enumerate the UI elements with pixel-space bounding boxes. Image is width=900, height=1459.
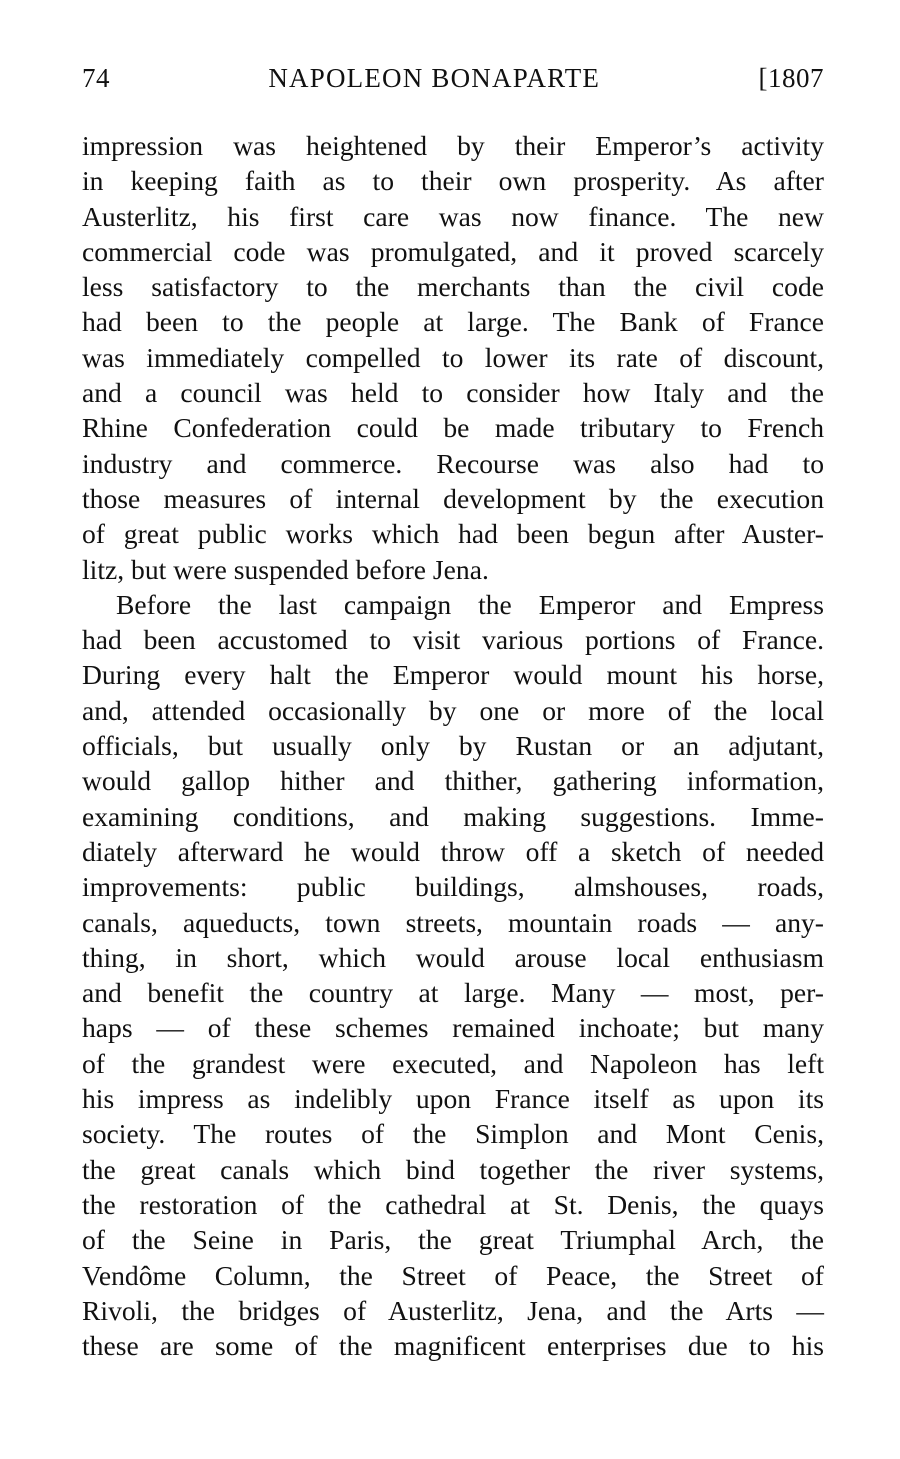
text-line: of great public works which had been begun after Auster- bbox=[82, 518, 824, 550]
text-line: the great canals which bind together the river systems, bbox=[82, 1153, 824, 1185]
text-line: commercial code was promulgated, and it proved scarcely bbox=[82, 235, 824, 267]
text-line: impression was heightened by their Emperor’s activity bbox=[82, 130, 824, 161]
running-title: NAPOLEON BONAPARTE bbox=[268, 63, 601, 93]
text-line: had been accustomed to visit various portions of France. bbox=[82, 624, 824, 656]
running-head bbox=[82, 58, 824, 128]
text-line: improvements: public buildings, almshouses, roads, bbox=[82, 871, 824, 903]
text-line: was immediately compelled to lower its rate of discount, bbox=[82, 341, 824, 373]
text-line: Rhine Confederation could be made tributary to French bbox=[82, 412, 824, 444]
text-line: officials, but usually only by Rustan or an adjutant, bbox=[82, 730, 824, 762]
text-line: and, attended occasionally by one or more of the local bbox=[82, 694, 824, 726]
text-line: thing, in short, which would arouse local enthusiasm bbox=[82, 941, 824, 973]
text-line: Vendôme Column, the Street of Peace, the Street of bbox=[82, 1259, 824, 1291]
text-line: would gallop hither and thither, gathering information, bbox=[82, 765, 824, 797]
text-line: in keeping faith as to their own prosperity. As after bbox=[82, 165, 824, 197]
text-line: less satisfactory to the merchants than the civil code bbox=[82, 271, 824, 303]
text-line: and a council was held to consider how Italy and the bbox=[82, 377, 824, 409]
text-line: Before the last campaign the Emperor and Empress bbox=[116, 588, 824, 620]
text-line: the restoration of the cathedral at St. Denis, the quays bbox=[82, 1188, 824, 1220]
text-line: haps — of these schemes remained inchoate; but many bbox=[82, 1012, 824, 1044]
body-text bbox=[82, 128, 824, 1363]
book-page bbox=[82, 58, 824, 1363]
paragraph-2 bbox=[82, 587, 824, 1364]
text-line: diately afterward he would throw off a sketch of needed bbox=[82, 835, 824, 867]
text-line: his impress as indelibly upon France itself as upon its bbox=[82, 1083, 824, 1115]
text-line: examining conditions, and making suggestions. Imme- bbox=[82, 800, 824, 832]
text-line: and benefit the country at large. Many — most, per- bbox=[82, 977, 824, 1009]
text-line: those measures of internal development by the execution bbox=[82, 482, 824, 514]
text-line: society. The routes of the Simplon and Mont Cenis, bbox=[82, 1118, 824, 1150]
text-line: of the Seine in Paris, the great Triumphal Arch, the bbox=[82, 1224, 824, 1256]
paragraph-1 bbox=[82, 128, 824, 587]
text-line: of the grandest were executed, and Napoleon has left bbox=[82, 1047, 824, 1079]
text-line: During every halt the Emperor would mount his horse, bbox=[82, 659, 824, 691]
text-line: had been to the people at large. The Bank of France bbox=[82, 306, 824, 338]
text-line: Austerlitz, his first care was now finance. The new bbox=[82, 200, 824, 232]
text-line: industry and commerce. Recourse was also had to bbox=[82, 447, 824, 479]
text-line: litz, but were suspended before Jena. bbox=[82, 553, 489, 585]
text-line: these are some of the magnificent enterprises due to his bbox=[82, 1330, 824, 1362]
page-number: 74 bbox=[82, 63, 110, 93]
year-marker: [1807 bbox=[758, 63, 824, 93]
text-line: Rivoli, the bridges of Austerlitz, Jena, and the Arts — bbox=[82, 1294, 824, 1326]
text-line: canals, aqueducts, town streets, mountain roads — any- bbox=[82, 906, 824, 938]
